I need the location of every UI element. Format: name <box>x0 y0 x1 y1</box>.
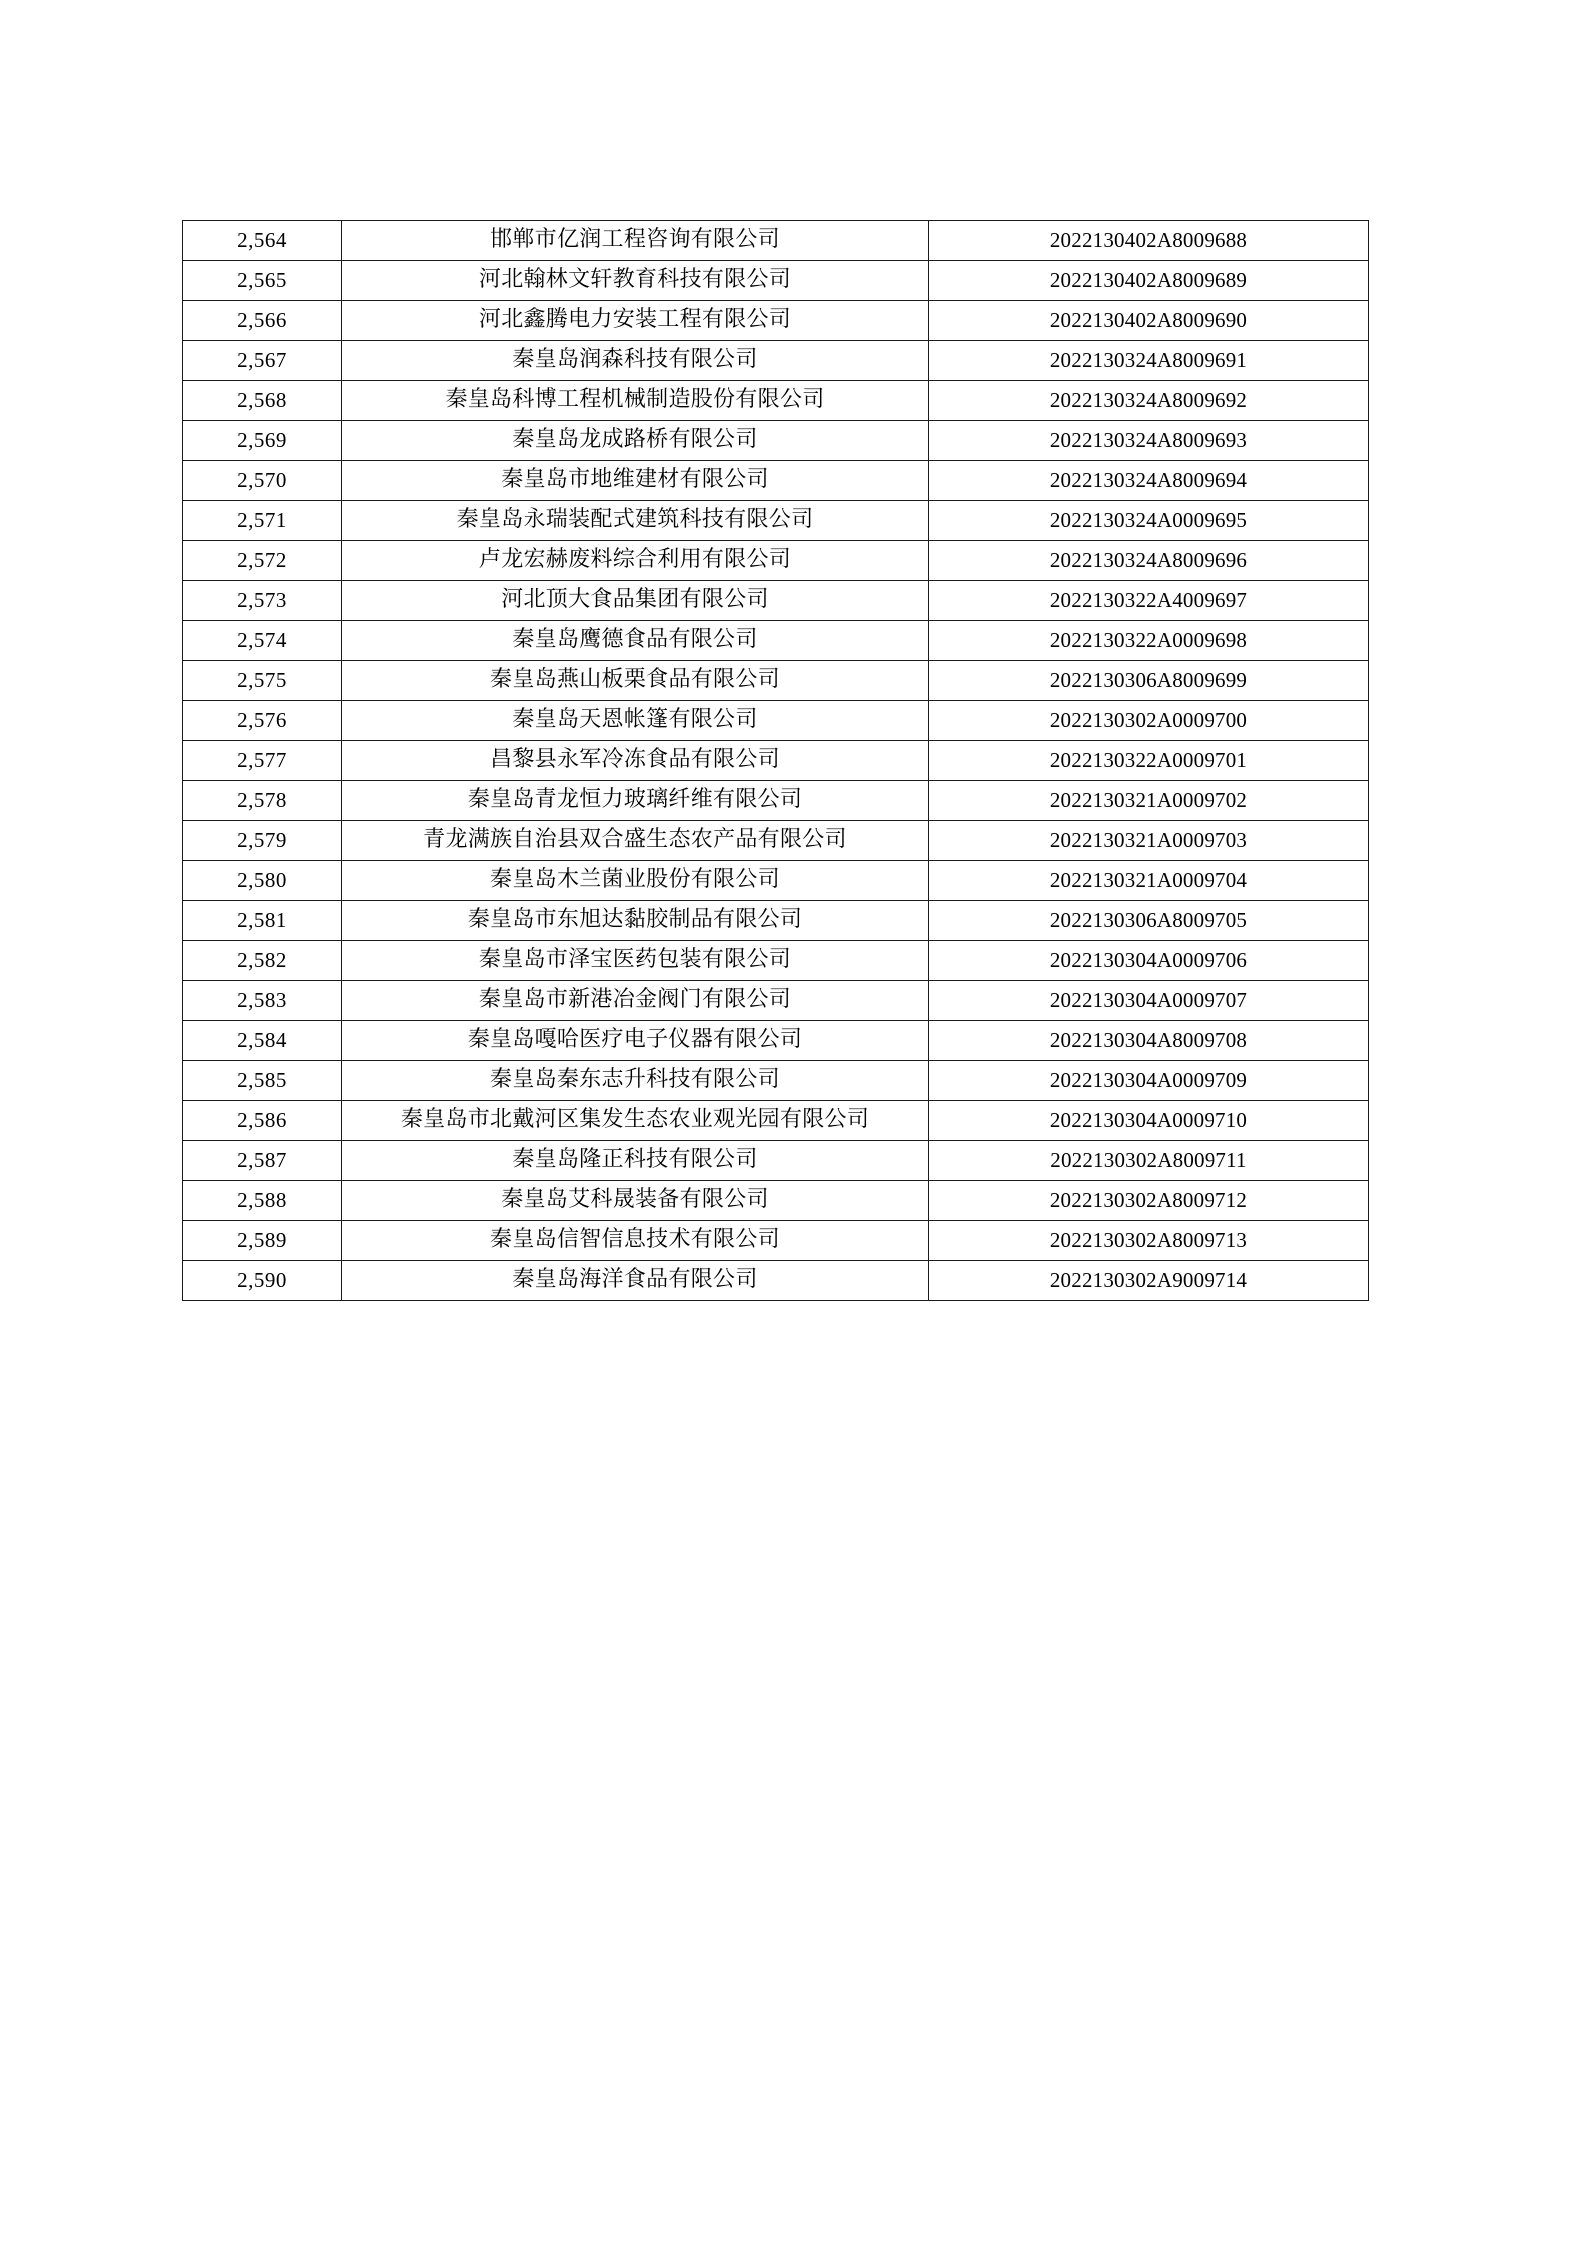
company-name-cell: 秦皇岛青龙恒力玻璃纤维有限公司 <box>342 781 929 821</box>
certificate-code-cell: 2022130324A8009692 <box>929 381 1369 421</box>
company-name-cell: 秦皇岛龙成路桥有限公司 <box>342 421 929 461</box>
table-row <box>183 821 1369 861</box>
certificate-code-cell: 2022130322A4009697 <box>929 581 1369 621</box>
company-name-cell: 秦皇岛秦东志升科技有限公司 <box>342 1061 929 1101</box>
table-row <box>183 941 1369 981</box>
company-name-cell: 秦皇岛艾科晟装备有限公司 <box>342 1181 929 1221</box>
certificate-code-cell: 2022130402A8009690 <box>929 301 1369 341</box>
row-index-cell: 2,581 <box>183 901 342 941</box>
table-row <box>183 1061 1369 1101</box>
certificate-code-cell: 2022130302A8009711 <box>929 1141 1369 1181</box>
row-index-cell: 2,569 <box>183 421 342 461</box>
certificate-code-cell: 2022130321A0009702 <box>929 781 1369 821</box>
certificate-code-cell: 2022130324A8009696 <box>929 541 1369 581</box>
company-name-cell: 邯郸市亿润工程咨询有限公司 <box>342 221 929 261</box>
row-index-cell: 2,568 <box>183 381 342 421</box>
certificate-code-cell: 2022130302A8009713 <box>929 1221 1369 1261</box>
row-index-cell: 2,576 <box>183 701 342 741</box>
company-name-cell: 秦皇岛润森科技有限公司 <box>342 341 929 381</box>
certificate-code-cell: 2022130324A8009693 <box>929 421 1369 461</box>
row-index-cell: 2,582 <box>183 941 342 981</box>
table-row <box>183 421 1369 461</box>
table-body <box>183 221 1369 1301</box>
company-name-cell: 秦皇岛市东旭达黏胶制品有限公司 <box>342 901 929 941</box>
table-row <box>183 501 1369 541</box>
table-row <box>183 341 1369 381</box>
row-index-cell: 2,566 <box>183 301 342 341</box>
row-index-cell: 2,584 <box>183 1021 342 1061</box>
company-name-cell: 秦皇岛信智信息技术有限公司 <box>342 1221 929 1261</box>
table-row <box>183 621 1369 661</box>
table-row <box>183 1181 1369 1221</box>
certificate-code-cell: 2022130402A8009689 <box>929 261 1369 301</box>
row-index-cell: 2,590 <box>183 1261 342 1301</box>
company-name-cell: 河北翰林文轩教育科技有限公司 <box>342 261 929 301</box>
company-name-cell: 秦皇岛燕山板栗食品有限公司 <box>342 661 929 701</box>
certificate-code-cell: 2022130306A8009705 <box>929 901 1369 941</box>
certificate-code-cell: 2022130302A8009712 <box>929 1181 1369 1221</box>
company-name-cell: 秦皇岛鹰德食品有限公司 <box>342 621 929 661</box>
table-row <box>183 261 1369 301</box>
company-name-cell: 秦皇岛科博工程机械制造股份有限公司 <box>342 381 929 421</box>
row-index-cell: 2,588 <box>183 1181 342 1221</box>
certificate-code-cell: 2022130324A0009695 <box>929 501 1369 541</box>
company-listing-table-wrapper <box>182 220 1341 1301</box>
table-row <box>183 1021 1369 1061</box>
table-row <box>183 301 1369 341</box>
company-name-cell: 秦皇岛海洋食品有限公司 <box>342 1261 929 1301</box>
certificate-code-cell: 2022130321A0009704 <box>929 861 1369 901</box>
company-name-cell: 昌黎县永军冷冻食品有限公司 <box>342 741 929 781</box>
table-row <box>183 981 1369 1021</box>
company-name-cell: 卢龙宏赫废料综合利用有限公司 <box>342 541 929 581</box>
table-row <box>183 221 1369 261</box>
row-index-cell: 2,579 <box>183 821 342 861</box>
table-row <box>183 461 1369 501</box>
company-name-cell: 秦皇岛木兰菌业股份有限公司 <box>342 861 929 901</box>
company-name-cell: 秦皇岛嘎哈医疗电子仪器有限公司 <box>342 1021 929 1061</box>
table-row <box>183 861 1369 901</box>
table-row <box>183 701 1369 741</box>
certificate-code-cell: 2022130324A8009691 <box>929 341 1369 381</box>
row-index-cell: 2,565 <box>183 261 342 301</box>
row-index-cell: 2,577 <box>183 741 342 781</box>
certificate-code-cell: 2022130402A8009688 <box>929 221 1369 261</box>
certificate-code-cell: 2022130302A0009700 <box>929 701 1369 741</box>
certificate-code-cell: 2022130304A8009708 <box>929 1021 1369 1061</box>
company-name-cell: 青龙满族自治县双合盛生态农产品有限公司 <box>342 821 929 861</box>
row-index-cell: 2,574 <box>183 621 342 661</box>
certificate-code-cell: 2022130321A0009703 <box>929 821 1369 861</box>
company-name-cell: 秦皇岛市泽宝医药包装有限公司 <box>342 941 929 981</box>
row-index-cell: 2,586 <box>183 1101 342 1141</box>
table-row <box>183 1261 1369 1301</box>
company-name-cell: 河北鑫腾电力安装工程有限公司 <box>342 301 929 341</box>
row-index-cell: 2,570 <box>183 461 342 501</box>
company-name-cell: 秦皇岛永瑞装配式建筑科技有限公司 <box>342 501 929 541</box>
company-name-cell: 秦皇岛市新港冶金阀门有限公司 <box>342 981 929 1021</box>
table-row <box>183 381 1369 421</box>
row-index-cell: 2,571 <box>183 501 342 541</box>
row-index-cell: 2,589 <box>183 1221 342 1261</box>
certificate-code-cell: 2022130322A0009698 <box>929 621 1369 661</box>
certificate-code-cell: 2022130304A0009706 <box>929 941 1369 981</box>
row-index-cell: 2,567 <box>183 341 342 381</box>
company-name-cell: 河北顶大食品集团有限公司 <box>342 581 929 621</box>
row-index-cell: 2,583 <box>183 981 342 1021</box>
company-name-cell: 秦皇岛天恩帐篷有限公司 <box>342 701 929 741</box>
certificate-code-cell: 2022130304A0009707 <box>929 981 1369 1021</box>
row-index-cell: 2,580 <box>183 861 342 901</box>
row-index-cell: 2,564 <box>183 221 342 261</box>
table-row <box>183 781 1369 821</box>
certificate-code-cell: 2022130304A0009709 <box>929 1061 1369 1101</box>
table-row <box>183 1101 1369 1141</box>
row-index-cell: 2,572 <box>183 541 342 581</box>
row-index-cell: 2,578 <box>183 781 342 821</box>
row-index-cell: 2,573 <box>183 581 342 621</box>
certificate-code-cell: 2022130324A8009694 <box>929 461 1369 501</box>
row-index-cell: 2,587 <box>183 1141 342 1181</box>
row-index-cell: 2,575 <box>183 661 342 701</box>
table-row <box>183 581 1369 621</box>
certificate-code-cell: 2022130302A9009714 <box>929 1261 1369 1301</box>
table-row <box>183 1221 1369 1261</box>
certificate-code-cell: 2022130322A0009701 <box>929 741 1369 781</box>
row-index-cell: 2,585 <box>183 1061 342 1101</box>
certificate-code-cell: 2022130306A8009699 <box>929 661 1369 701</box>
table-row <box>183 741 1369 781</box>
certificate-code-cell: 2022130304A0009710 <box>929 1101 1369 1141</box>
table-row <box>183 901 1369 941</box>
company-listing-table <box>182 220 1369 1301</box>
table-row <box>183 541 1369 581</box>
table-row <box>183 1141 1369 1181</box>
table-row <box>183 661 1369 701</box>
company-name-cell: 秦皇岛市北戴河区集发生态农业观光园有限公司 <box>342 1101 929 1141</box>
company-name-cell: 秦皇岛隆正科技有限公司 <box>342 1141 929 1181</box>
company-name-cell: 秦皇岛市地维建材有限公司 <box>342 461 929 501</box>
